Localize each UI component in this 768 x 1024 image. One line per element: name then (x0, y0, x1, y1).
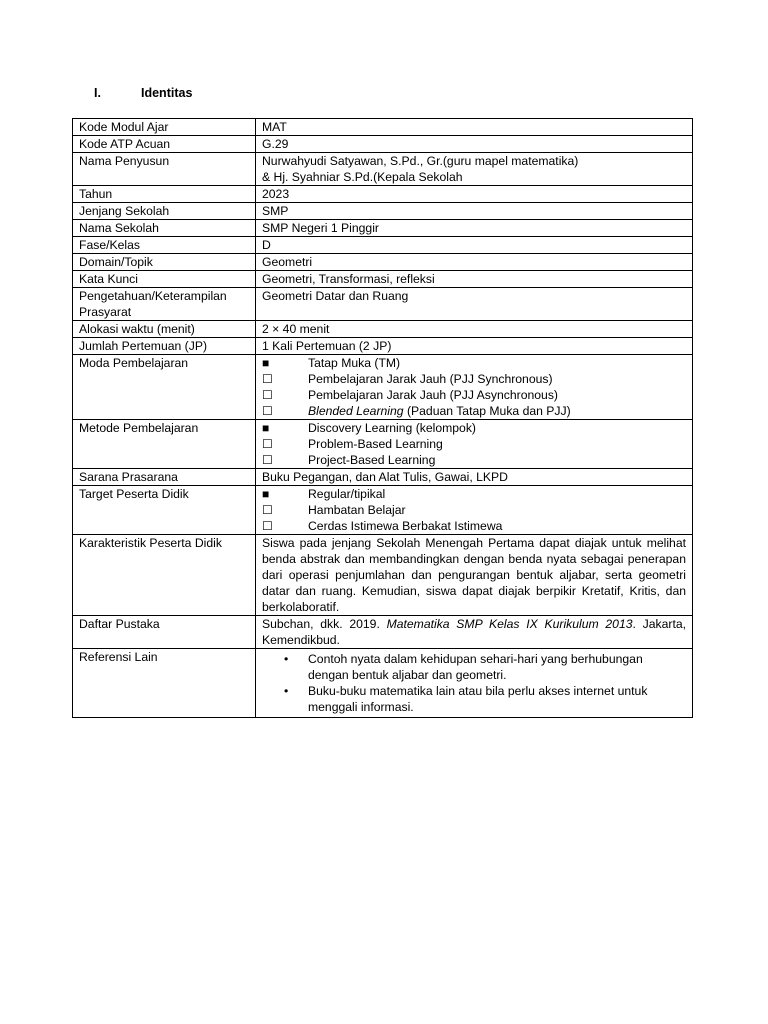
option-item (262, 486, 686, 502)
row-label: Karakteristik Peserta Didik (73, 535, 256, 616)
table-row (73, 220, 693, 237)
table-row (73, 355, 693, 420)
table-row (73, 153, 693, 186)
row-label: Kata Kunci (73, 271, 256, 288)
row-label: Kode ATP Acuan (73, 136, 256, 153)
row-value: Siswa pada jenjang Sekolah Menengah Pertama dapat diajak untuk melihat benda abstrak dan membandingkan dengan benda nyata sebagai penerapan dari operasi penjumlahan dan pengurangan bentuk aljabar, serta geometri datar dan ruang. Kemudian, siswa dapat diajak berpikir Kretatif, Kritis, dan berkolaboratif. (256, 535, 693, 616)
row-value: SMP (256, 203, 693, 220)
table-row (73, 119, 693, 136)
option-item (262, 436, 686, 452)
row-value (256, 486, 693, 535)
list-item (262, 651, 686, 683)
table-row (73, 254, 693, 271)
option-label: Pembelajaran Jarak Jauh (PJJ Asynchronous) (308, 388, 558, 402)
section-heading (94, 86, 192, 100)
row-label: Daftar Pustaka (73, 616, 256, 649)
option-label: Project-Based Learning (308, 453, 436, 467)
row-label: Domain/Topik (73, 254, 256, 271)
option-item (262, 371, 686, 387)
option-item (262, 502, 686, 518)
row-label: Moda Pembelajaran (73, 355, 256, 420)
row-value: Buku Pegangan, dan Alat Tulis, Gawai, LKPD (256, 469, 693, 486)
option-label: Problem-Based Learning (308, 437, 443, 451)
option-item (262, 518, 686, 534)
row-value (256, 153, 693, 186)
table-row (73, 271, 693, 288)
row-value (256, 355, 693, 420)
table-row (73, 288, 693, 321)
citation-authors: Subchan, dkk. 2019. (262, 617, 387, 631)
author-line: & Hj. Syahniar S.Pd.(Kepala Sekolah (262, 170, 463, 184)
table-row (73, 136, 693, 153)
row-value: SMP Negeri 1 Pinggir (256, 220, 693, 237)
table-row (73, 203, 693, 220)
checked-box-icon: ■ (262, 421, 270, 435)
unchecked-box-icon: ☐ (262, 503, 273, 517)
row-label: Sarana Prasarana (73, 469, 256, 486)
unchecked-box-icon: ☐ (262, 388, 273, 402)
unchecked-box-icon: ☐ (262, 404, 273, 418)
row-label: Alokasi waktu (menit) (73, 321, 256, 338)
option-item (262, 387, 686, 403)
option-label: Pembelajaran Jarak Jauh (PJJ Synchronous) (308, 372, 553, 386)
option-item (262, 403, 686, 419)
reference-list (262, 649, 686, 717)
option-label-italic: Blended Learning (308, 404, 404, 418)
row-value (256, 420, 693, 469)
table-row (73, 535, 693, 616)
option-label-rest: (Paduan Tatap Muka dan PJJ) (403, 404, 571, 418)
row-value: MAT (256, 119, 693, 136)
table-row (73, 469, 693, 486)
bullet-icon: • (284, 684, 289, 698)
row-label: Tahun (73, 186, 256, 203)
table-row (73, 649, 693, 718)
table-row (73, 338, 693, 355)
row-label: Nama Sekolah (73, 220, 256, 237)
author-line: Nurwahyudi Satyawan, S.Pd., Gr.(guru mapel matematika) (262, 154, 579, 168)
option-label: Hambatan Belajar (308, 503, 406, 517)
list-item-text: Buku-buku matematika lain atau bila perlu akses internet untuk menggali informasi. (308, 684, 648, 714)
row-value: G.29 (256, 136, 693, 153)
list-item-text: Contoh nyata dalam kehidupan sehari-hari yang berhubungan dengan bentuk aljabar dan geometri. (308, 652, 643, 682)
bullet-icon: • (284, 652, 289, 666)
checked-box-icon: ■ (262, 356, 270, 370)
unchecked-box-icon: ☐ (262, 453, 273, 467)
row-label: Metode Pembelajaran (73, 420, 256, 469)
unchecked-box-icon: ☐ (262, 437, 273, 451)
table-row (73, 420, 693, 469)
option-item (262, 355, 686, 371)
citation-publisher: . Jakarta, Kemendikbud. (262, 617, 687, 647)
option-item (262, 420, 686, 436)
unchecked-box-icon: ☐ (262, 519, 273, 533)
row-value: D (256, 237, 693, 254)
identity-table (72, 118, 693, 718)
citation-title: Matematika SMP Kelas IX Kurikulum 2013 (386, 617, 633, 631)
row-value (256, 616, 693, 649)
section-title: Identitas (141, 86, 193, 100)
unchecked-box-icon: ☐ (262, 372, 273, 386)
row-value (256, 649, 693, 718)
table-row (73, 186, 693, 203)
table-row (73, 486, 693, 535)
row-label: Referensi Lain (73, 649, 256, 718)
option-item (262, 452, 686, 468)
row-label: Fase/Kelas (73, 237, 256, 254)
row-label: Kode Modul Ajar (73, 119, 256, 136)
table-row (73, 321, 693, 338)
list-item (262, 683, 686, 715)
row-value: 1 Kali Pertemuan (2 JP) (256, 338, 693, 355)
row-value: 2023 (256, 186, 693, 203)
row-label: Jumlah Pertemuan (JP) (73, 338, 256, 355)
option-label: Discovery Learning (kelompok) (308, 421, 476, 435)
checked-box-icon: ■ (262, 487, 270, 501)
option-label: Tatap Muka (TM) (308, 356, 401, 370)
row-value: Geometri, Transformasi, refleksi (256, 271, 693, 288)
row-label: Nama Penyusun (73, 153, 256, 186)
row-value: Geometri Datar dan Ruang (256, 288, 693, 321)
row-value: Geometri (256, 254, 693, 271)
row-value: 2 × 40 menit (256, 321, 693, 338)
option-label: Regular/tipikal (308, 487, 386, 501)
option-label: Cerdas Istimewa Berbakat Istimewa (308, 519, 503, 533)
section-number: I. (94, 86, 101, 100)
table-row (73, 237, 693, 254)
option-label (308, 403, 571, 419)
row-label: Jenjang Sekolah (73, 203, 256, 220)
row-label: Target Peserta Didik (73, 486, 256, 535)
row-label: Pengetahuan/Keterampilan Prasyarat (73, 288, 256, 321)
table-row (73, 616, 693, 649)
